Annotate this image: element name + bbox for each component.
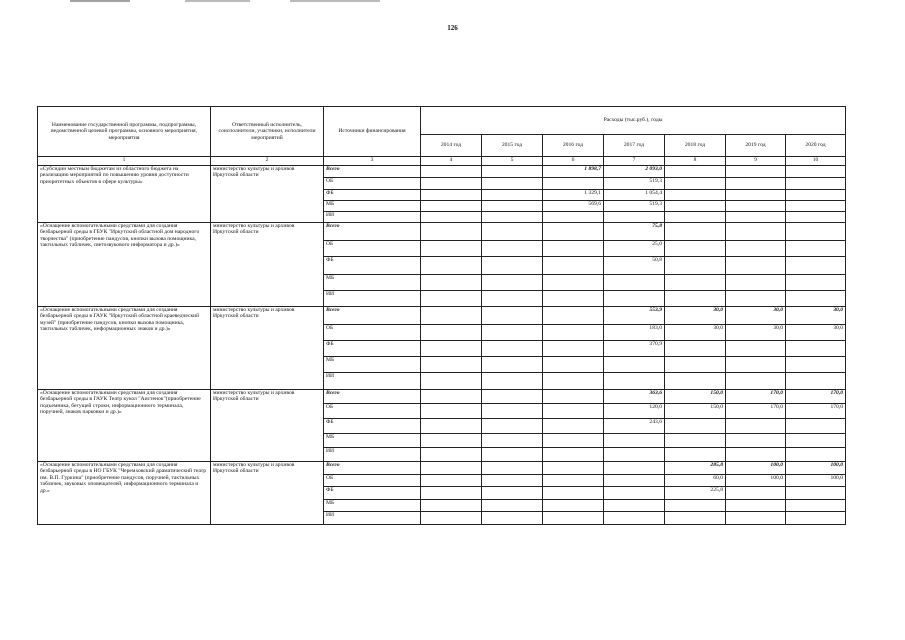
expense-value: [786, 223, 846, 241]
expense-value: 25,0: [604, 241, 665, 257]
expense-value: 120,0: [604, 404, 665, 419]
expense-value: [543, 257, 604, 275]
expense-value: [421, 307, 482, 325]
expense-value: 30,0: [665, 307, 726, 325]
expense-value: [786, 487, 846, 500]
expense-value: [482, 419, 543, 434]
expense-value: [543, 291, 604, 307]
expense-value: [786, 291, 846, 307]
header-year: 2017 год: [604, 135, 665, 157]
expense-value: [543, 419, 604, 434]
expense-value: [726, 166, 786, 178]
expense-value: [726, 241, 786, 257]
expense-value: 60,0: [665, 475, 726, 487]
expense-value: [786, 212, 846, 223]
expense-value: [786, 275, 846, 291]
header-year: 2014 год: [421, 135, 482, 157]
expense-value: [421, 341, 482, 357]
expense-value: [543, 500, 604, 512]
expense-value: 170,0: [786, 404, 846, 419]
expense-value: [543, 275, 604, 291]
expense-value: [421, 512, 482, 525]
expense-value: [421, 201, 482, 212]
expense-value: [482, 291, 543, 307]
expense-value: [665, 434, 726, 448]
expense-value: [604, 357, 665, 373]
funding-source: ФБ: [324, 487, 421, 500]
column-number: 9: [726, 157, 786, 166]
measure-name: «Субсидии местным бюджетам из областного бюджета на реализацию мероприятий по повышению уровня доступности приоритетных объектов в сфере культуры»: [38, 166, 211, 223]
expense-value: [786, 448, 846, 462]
expense-value: [482, 434, 543, 448]
expense-value: 519,3: [604, 201, 665, 212]
expense-value: [726, 434, 786, 448]
column-number: 5: [482, 157, 543, 166]
expense-value: 225,8: [665, 487, 726, 500]
funding-source: ИИ: [324, 291, 421, 307]
expense-value: 100,0: [726, 462, 786, 475]
expense-value: [543, 434, 604, 448]
expense-value: 1 898,7: [543, 166, 604, 178]
expense-value: [665, 373, 726, 390]
expense-value: 183,0: [604, 325, 665, 341]
expense-value: [604, 434, 665, 448]
expense-value: [482, 404, 543, 419]
expense-value: [482, 178, 543, 190]
expense-value: [421, 373, 482, 390]
funding-source: ИИ: [324, 373, 421, 390]
expense-value: 370,9: [604, 341, 665, 357]
expense-value: [786, 178, 846, 190]
expense-value: [665, 241, 726, 257]
expense-value: [786, 419, 846, 434]
funding-source: ОБ: [324, 241, 421, 257]
measure-executor: министерство культуры и архивов Иркутской области: [211, 166, 324, 223]
funding-source: ОБ: [324, 178, 421, 190]
expense-value: [604, 275, 665, 291]
funding-source: ФБ: [324, 257, 421, 275]
expense-value: [421, 257, 482, 275]
expense-value: 100,0: [726, 475, 786, 487]
funding-source: МБ: [324, 201, 421, 212]
expense-value: [543, 307, 604, 325]
expense-value: [543, 390, 604, 404]
expense-value: [482, 475, 543, 487]
expense-value: [726, 178, 786, 190]
scan-top-edge: [0, 0, 905, 6]
column-number: 1: [38, 157, 211, 166]
expense-value: 100,0: [786, 462, 846, 475]
expense-value: [421, 223, 482, 241]
expense-value: 170,0: [726, 404, 786, 419]
table-header: [38, 107, 846, 166]
header-year: 2018 год: [665, 135, 726, 157]
expense-value: [604, 512, 665, 525]
funding-source: ИИ: [324, 448, 421, 462]
expense-value: 553,9: [604, 307, 665, 325]
measure-name: «Оснащение вспомогательными средствами для создания безбарьерной среды в ГБУК "Иркутский областной дом народного творчества" (приобретение пандусов, кнопки вызова помощника, тактильных табличек, светозвукового информатора и др.)»: [38, 223, 211, 307]
expense-value: [604, 500, 665, 512]
expense-value: [665, 190, 726, 201]
header-year: 2016 год: [543, 135, 604, 157]
expense-value: [726, 512, 786, 525]
expense-value: [786, 166, 846, 178]
expense-value: [482, 241, 543, 257]
expense-value: 30,0: [665, 325, 726, 341]
expense-value: [665, 448, 726, 462]
expense-value: [726, 201, 786, 212]
expense-value: 75,8: [604, 223, 665, 241]
expense-value: [482, 190, 543, 201]
funding-source: Всего: [324, 462, 421, 475]
expense-value: 100,0: [786, 475, 846, 487]
expense-value: [543, 325, 604, 341]
header-source: Источники финансирования: [324, 107, 421, 157]
expense-value: [604, 212, 665, 223]
measure-name: «Оснащение вспомогательными средствами для создания безбарьерной среды в ГАУК "Иркутский областной краеведческий музей" (приобретение пандусов, кнопки вызова помощника, тактильных табличек, информационных знаков и др.)»: [38, 307, 211, 390]
expense-value: [543, 462, 604, 475]
expense-value: [482, 275, 543, 291]
expense-value: [786, 341, 846, 357]
expense-value: [543, 373, 604, 390]
expense-value: [604, 448, 665, 462]
measure-name: «Оснащение вспомогательными средствами для создания безбарьерной среды в НО ГБУК "Черемховский драматический театр им. В.П. Гуркина" (приобретение пандусов, поручней, тактильных табличек, звуковых оповещателей, информационного терминала и др.»: [38, 462, 211, 525]
expense-value: [665, 178, 726, 190]
expense-value: [482, 212, 543, 223]
funding-source: ИИ: [324, 512, 421, 525]
expense-value: [482, 373, 543, 390]
expense-value: 243,6: [604, 419, 665, 434]
expense-value: [786, 373, 846, 390]
expense-value: [665, 341, 726, 357]
budget-table: [37, 106, 846, 525]
expense-value: [786, 241, 846, 257]
funding-source: МБ: [324, 357, 421, 373]
expense-value: [543, 404, 604, 419]
expense-value: [482, 448, 543, 462]
expense-value: 363,6: [604, 390, 665, 404]
funding-source: Всего: [324, 307, 421, 325]
header-year: 2015 год: [482, 135, 543, 157]
expense-value: [665, 275, 726, 291]
expense-value: [604, 475, 665, 487]
expense-value: [421, 404, 482, 419]
expense-value: [543, 475, 604, 487]
expense-value: [482, 166, 543, 178]
expense-value: [421, 448, 482, 462]
expense-value: [421, 190, 482, 201]
expense-value: [665, 201, 726, 212]
expense-value: [421, 475, 482, 487]
expense-value: [665, 357, 726, 373]
measure-executor: министерство культуры и архивов Иркутской области: [211, 223, 324, 307]
column-number: 6: [543, 157, 604, 166]
expense-value: [726, 223, 786, 241]
expense-value: [543, 223, 604, 241]
expense-value: [421, 434, 482, 448]
table-row: [38, 307, 846, 325]
expense-value: [421, 291, 482, 307]
expense-value: [543, 487, 604, 500]
header-expenses: Расходы (тыс.руб.), годы: [421, 107, 846, 135]
funding-source: МБ: [324, 275, 421, 291]
expense-value: [665, 512, 726, 525]
expense-value: [482, 223, 543, 241]
funding-source: ФБ: [324, 190, 421, 201]
measure-name: «Оснащение вспомогательными средствами для создания безбарьерной среды в ГАУК Театр кукол "Аистенок"(приобретение подъемника, бегущей строки, информационного терминала, поручней, знаков парковки и др.)»: [38, 390, 211, 462]
expense-value: [482, 500, 543, 512]
expense-value: [726, 357, 786, 373]
table-row: [38, 390, 846, 404]
expense-value: 170,0: [786, 390, 846, 404]
funding-source: Всего: [324, 223, 421, 241]
funding-source: ФБ: [324, 419, 421, 434]
expense-value: [543, 512, 604, 525]
column-number: 7: [604, 157, 665, 166]
expense-value: 519,3: [604, 178, 665, 190]
expense-value: [543, 341, 604, 357]
expense-value: [726, 275, 786, 291]
expense-value: [421, 275, 482, 291]
column-number: 3: [324, 157, 421, 166]
expense-value: [482, 307, 543, 325]
measure-executor: министерство культуры и архивов Иркутской области: [211, 462, 324, 525]
expense-value: [421, 487, 482, 500]
expense-value: 30,0: [726, 325, 786, 341]
funding-source: ОБ: [324, 404, 421, 419]
table-row: [38, 223, 846, 241]
expense-value: [665, 257, 726, 275]
expense-value: [665, 223, 726, 241]
funding-source: Всего: [324, 390, 421, 404]
expense-value: [482, 487, 543, 500]
column-number: 4: [421, 157, 482, 166]
expense-value: [726, 291, 786, 307]
expense-value: 150,0: [665, 404, 726, 419]
column-number: 2: [211, 157, 324, 166]
expense-value: [421, 500, 482, 512]
expense-value: [665, 291, 726, 307]
expense-value: [482, 357, 543, 373]
expense-value: [421, 241, 482, 257]
expense-value: [786, 434, 846, 448]
expense-value: 2 093,0: [604, 166, 665, 178]
expense-value: [604, 291, 665, 307]
expense-value: [482, 341, 543, 357]
expense-value: [482, 512, 543, 525]
expense-value: [421, 166, 482, 178]
expense-value: [482, 462, 543, 475]
expense-value: [726, 448, 786, 462]
funding-source: ОБ: [324, 325, 421, 341]
expense-value: [786, 500, 846, 512]
table-row: [38, 166, 846, 178]
expense-value: [543, 212, 604, 223]
expense-value: 170,0: [726, 390, 786, 404]
expense-value: [726, 341, 786, 357]
expense-value: [543, 357, 604, 373]
expense-value: [543, 241, 604, 257]
funding-source: МБ: [324, 434, 421, 448]
expense-value: [543, 178, 604, 190]
expense-value: 285,8: [665, 462, 726, 475]
expense-value: [786, 357, 846, 373]
table-row: [38, 462, 846, 475]
expense-value: [665, 212, 726, 223]
expense-value: [786, 257, 846, 275]
expense-value: [726, 487, 786, 500]
expense-value: [482, 390, 543, 404]
header-executor: Ответственный исполнитель, соисполнители, участники, исполнители мероприятий: [211, 107, 324, 157]
expense-value: [421, 325, 482, 341]
expense-value: [786, 190, 846, 201]
expense-value: [421, 390, 482, 404]
expense-value: [421, 419, 482, 434]
expense-value: [421, 462, 482, 475]
expense-value: [482, 325, 543, 341]
expense-value: 569,6: [543, 201, 604, 212]
expense-value: [665, 166, 726, 178]
page-number: 126: [447, 24, 458, 32]
funding-source: ИИ: [324, 212, 421, 223]
expense-value: [726, 500, 786, 512]
expense-value: [665, 500, 726, 512]
expense-value: [421, 212, 482, 223]
expense-value: [482, 201, 543, 212]
header-year: 2019 год: [726, 135, 786, 157]
expense-value: [604, 487, 665, 500]
measure-executor: министерство культуры и архивов Иркутской области: [211, 307, 324, 390]
expense-value: 30,0: [726, 307, 786, 325]
funding-source: Всего: [324, 166, 421, 178]
expense-value: 30,0: [786, 325, 846, 341]
expense-value: [604, 462, 665, 475]
expense-value: [421, 357, 482, 373]
funding-source: ФБ: [324, 341, 421, 357]
expense-value: [421, 178, 482, 190]
funding-source: ОБ: [324, 475, 421, 487]
expense-value: 1 054,4: [604, 190, 665, 201]
header-name: Наименование государственной программы, подпрограммы, ведомственной целевой программы, основного мероприятия, мероприятия: [38, 107, 211, 157]
measure-executor: министерство культуры и архивов Иркутской области: [211, 390, 324, 462]
expense-value: [726, 257, 786, 275]
column-number: 8: [665, 157, 726, 166]
expense-value: [482, 257, 543, 275]
funding-source: МБ: [324, 500, 421, 512]
expense-value: [786, 512, 846, 525]
expense-value: [726, 190, 786, 201]
expense-value: [665, 419, 726, 434]
expense-value: [543, 448, 604, 462]
expense-value: 50,8: [604, 257, 665, 275]
expense-value: [726, 212, 786, 223]
expense-value: 1 329,1: [543, 190, 604, 201]
expense-value: [726, 373, 786, 390]
expense-value: [726, 419, 786, 434]
expense-value: [604, 373, 665, 390]
expense-value: [786, 201, 846, 212]
expense-value: 150,0: [665, 390, 726, 404]
header-year: 2020 год: [786, 135, 846, 157]
expense-value: 30,0: [786, 307, 846, 325]
column-number: 10: [786, 157, 846, 166]
